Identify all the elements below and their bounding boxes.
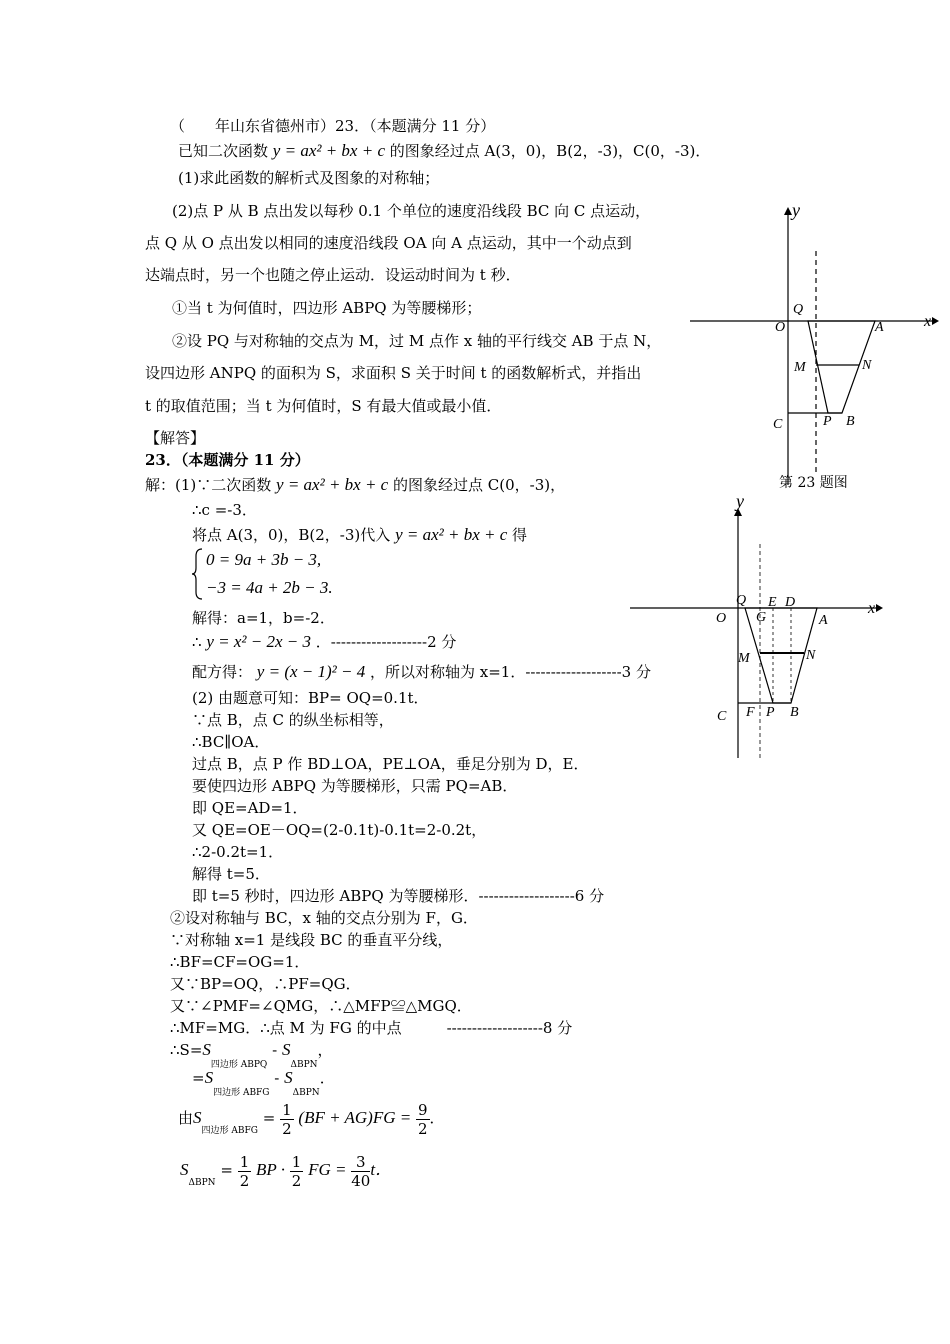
- label-m: M: [738, 651, 750, 666]
- label-m: M: [794, 360, 806, 375]
- x-arrow: [932, 317, 939, 325]
- area-symbol: S: [202, 1040, 211, 1059]
- x-arrow: [876, 604, 883, 612]
- label-a: A: [875, 320, 884, 335]
- area-symbol: S: [193, 1108, 202, 1127]
- step-3-function: y = ax² + bx + c: [395, 525, 508, 544]
- fraction-nine-halves: $\frac{9}{2}$: [418, 1100, 428, 1138]
- step-1-function: y = ax² + bx + c: [276, 475, 389, 494]
- solution-title: 23．（本题满分 11 分）: [145, 451, 310, 469]
- given-suffix: 的图象经过点 A(3，0)，B(2，-3)，C(0，-3)．: [389, 142, 711, 160]
- equation-1: 0 = 9a + 3b − 3,: [206, 550, 322, 569]
- solution-step-13: 又 QE=OE－OQ=(2-0.1t)-0.1t=2-0.2t，: [192, 821, 487, 839]
- fraction-half: $\frac{1}{2}$: [239, 1152, 250, 1190]
- step-3-suffix: 得: [512, 526, 528, 544]
- solution-step-22: ∴MF=MG．∴点 M 为 FG 的中点 -------------------8 分: [170, 1019, 573, 1037]
- fraction-half: $\frac{1}{2}$: [282, 1100, 292, 1138]
- problem-given: [178, 141, 710, 161]
- solution-step-14: ∴2-0.2t=1．: [192, 843, 284, 861]
- label-a: A: [819, 613, 828, 628]
- equals-sign: =: [220, 1161, 233, 1179]
- period: ．: [319, 1069, 335, 1087]
- figure-2: [628, 488, 888, 768]
- label-x: x: [868, 600, 876, 617]
- solution-step-16: 即 t=5 秒时，四边形 ABPQ 为等腰梯形．-------------------6 分: [192, 887, 605, 905]
- solution-step-9: ∴BC∥OA．: [192, 733, 270, 751]
- question-2-line-3: 达端点时，另一个也随之停止运动．设运动时间为 t 秒．: [145, 266, 521, 284]
- question-1: (1)求此函数的解析式及图象的对称轴；: [178, 169, 440, 187]
- equation-brace: [192, 548, 204, 600]
- label-p: P: [823, 414, 832, 429]
- question-2-line-1: (2)点 P 从 B 点出发以每秒 0.1 个单位的速度沿线段 BC 向 C 点运动，: [172, 202, 651, 220]
- given-prefix: 已知二次函数: [178, 142, 269, 160]
- solution-step-10: 过点 B，点 P 作 BD⊥OA，PE⊥OA，垂足分别为 D，E．: [192, 755, 589, 773]
- solution-step-1: [145, 475, 565, 495]
- subscript-bpn: ΔBPN: [188, 1178, 216, 1188]
- fraction-half: $\frac{1}{2}$: [291, 1152, 302, 1190]
- question-2b-line-1: ②设 PQ 与对称轴的交点为 M，过 M 点作 x 轴的平行线交 AB 于点 N，: [172, 332, 662, 350]
- solution-step-12: 即 QE=AD=1．: [192, 799, 308, 817]
- y-arrow: [784, 207, 792, 215]
- step-6-function: y = (x − 1)² − 4: [256, 662, 366, 681]
- area-symbol: S: [284, 1068, 293, 1087]
- label-e: E: [768, 595, 777, 610]
- solution-step-17: ②设对称轴与 BC，x 轴的交点分别为 F，G．: [170, 909, 478, 927]
- label-x: x: [924, 313, 932, 330]
- question-2a: ①当 t 为何值时，四边形 ABPQ 为等腰梯形；: [172, 299, 482, 317]
- step-1-suffix: 的图象经过点 C(0，-3)，: [393, 476, 566, 494]
- subscript-abfg: 四边形 ABFG: [201, 1126, 258, 1136]
- label-q: Q: [736, 593, 747, 608]
- label-o: O: [775, 320, 786, 335]
- subscript-bpn: ΔBPN: [290, 1060, 318, 1070]
- question-2b-line-2: 设四边形 ANPQ 的面积为 S，求面积 S 关于时间 t 的函数解析式，并指出: [145, 364, 642, 382]
- area-symbol: S: [204, 1068, 214, 1087]
- formula-bp: BP ·: [256, 1160, 285, 1179]
- fraction-three-fortieths: $\frac{3}{40}$: [351, 1152, 371, 1190]
- label-n: N: [806, 648, 816, 663]
- label-g: G: [756, 610, 767, 625]
- figure-1-caption: 第 23 题图: [779, 475, 848, 491]
- quadratic-function: y = ax² + bx + c: [272, 141, 385, 160]
- step-5-suffix: ．-------------------2 分: [315, 633, 457, 651]
- label-c: C: [773, 417, 783, 432]
- solution-header: 【解答】: [145, 429, 206, 447]
- step-6-prefix: 配方得：: [192, 663, 253, 681]
- area-symbol: S: [281, 1040, 291, 1059]
- area-bpn-formula: [180, 1150, 392, 1193]
- area-abfg-formula: [178, 1098, 445, 1141]
- step-5-function: y = x² − 2x − 3: [206, 632, 311, 651]
- formula-tail: t．: [370, 1160, 393, 1179]
- step-5-prefix: ∴: [192, 633, 202, 651]
- solution-step-6: [192, 662, 651, 682]
- equals-sign: =: [262, 1109, 276, 1127]
- question-2b-line-3: t 的取值范围；当 t 为何值时，S 有最大值或最小值．: [145, 397, 502, 415]
- minus-sign: -: [274, 1069, 280, 1087]
- subscript-abfg: 四边形 ABFG: [213, 1088, 270, 1098]
- solution-step-11: 要使四边形 ABPQ 为等腰梯形，只需 PQ=AB．: [192, 777, 518, 795]
- solution-step-2: ∴c =-3．: [192, 501, 257, 519]
- solution-step-19: ∴BF=CF=OG=1．: [170, 953, 310, 971]
- solution-step-7: (2) 由题意可知：BP= OQ=0.1t．: [192, 689, 429, 707]
- label-f: F: [746, 705, 755, 720]
- subscript-bpn: ΔBPN: [292, 1088, 320, 1098]
- formula-fg: FG =: [308, 1160, 347, 1179]
- label-q: Q: [793, 302, 804, 317]
- area-symbol: S: [180, 1160, 189, 1179]
- label-n: N: [862, 358, 872, 373]
- solution-step-3: [192, 525, 527, 545]
- solution-step-18: ∵对称轴 x=1 是线段 BC 的垂直平分线，: [170, 931, 453, 949]
- label-b: B: [790, 705, 799, 720]
- problem-source: （ 年山东省德州市）23．（本题满分 11 分）: [170, 117, 496, 135]
- minus-sign: -: [272, 1041, 278, 1059]
- solution-step-4: 解得：a=1，b=-2．: [192, 609, 335, 627]
- label-y: y: [792, 200, 800, 220]
- label-d: D: [785, 595, 796, 610]
- label-b: B: [846, 414, 855, 429]
- question-2-line-2: 点 Q 从 O 点出发以相同的速度沿线段 OA 向 A 点运动，其中一个动点到: [145, 234, 632, 252]
- area-expr-1-prefix: ∴S=: [170, 1041, 203, 1059]
- label-c: C: [717, 709, 727, 724]
- solution-step-21: 又∵∠PMF=∠QMG，∴△MFP≌△MGQ．: [170, 997, 472, 1015]
- solution-step-8: ∵点 B，点 C 的纵坐标相等，: [192, 711, 394, 729]
- solution-step-20: 又∵BP=OQ，∴PF=QG．: [170, 975, 361, 993]
- step-6-suffix: ，所以对称轴为 x=1．-------------------3 分: [370, 663, 651, 681]
- subscript-abpq: 四边形 ABPQ: [210, 1060, 268, 1070]
- period: ．: [429, 1109, 445, 1127]
- formula-prefix: 由: [178, 1109, 194, 1127]
- solution-step-15: 解得 t=5．: [192, 865, 270, 883]
- label-p: P: [766, 705, 775, 720]
- step-3-prefix: 将点 A(3，0)，B(2，-3)代入: [192, 526, 391, 544]
- formula-expression: (BF + AG)FG =: [298, 1108, 412, 1127]
- step-1-prefix: 解：(1)∵二次函数: [145, 476, 272, 494]
- solution-step-5: [192, 632, 456, 652]
- comma: ，: [317, 1041, 333, 1059]
- equation-2: −3 = 4a + 2b − 3.: [206, 578, 333, 597]
- label-y: y: [736, 491, 744, 511]
- figure-1: [680, 195, 940, 495]
- label-o: O: [716, 611, 727, 626]
- area-expr-2-prefix: =: [192, 1069, 205, 1087]
